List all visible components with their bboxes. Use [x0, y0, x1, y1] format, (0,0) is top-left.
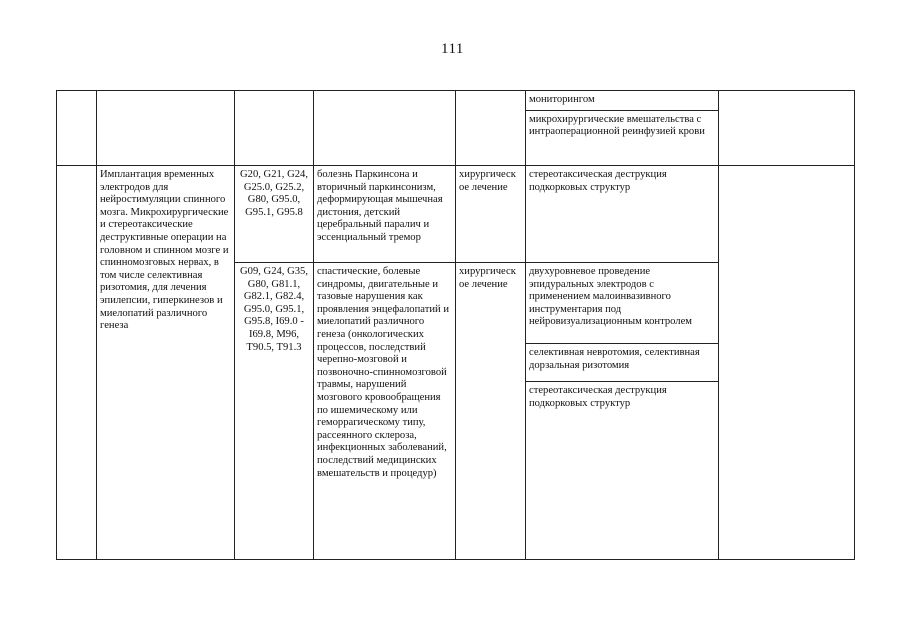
row-number-cell [57, 166, 97, 560]
section-title-cell: Имплантация временных электродов для нейростимуляции спинного мозга. Микрохирургические и стереотаксические деструктивные операции на головном и спинном мозге и спинномозговых нервах, в том числе селективная ризотомия, для лечения эпилепсии, гиперкинезов и миелопатий различного генеза [97, 166, 235, 560]
treatment-cell [456, 91, 526, 166]
method-cell [526, 166, 719, 263]
icd-codes-cell: G09, G24, G35, G80, G81.1, G82.1, G82.4, G95.0, G95.1, G95.8, I69.0 - I69.8, M96, T90.5, T91.3 [235, 263, 314, 560]
method-item: микрохирургические вмешательства с интраоперационной реинфузией крови [529, 113, 705, 138]
method-item: селективная невротомия, селективная дорзальная ризотомия [526, 344, 718, 382]
medical-care-table [56, 90, 855, 560]
method-item: стереотаксическая деструкция подкорковых структур [529, 169, 667, 193]
row-number-cell [57, 91, 97, 166]
name-cell [97, 91, 235, 166]
page-number: 111 [441, 41, 464, 57]
table-row [57, 166, 855, 263]
continuation-row [57, 91, 855, 166]
norm-cell [719, 91, 855, 166]
method-item: двухуровневое проведение эпидуральных электродов с применением малоинвазивного инструментария под нейровизуализационным контролем [526, 263, 718, 344]
diagnosis-cell: болезнь Паркинсона и вторичный паркинсонизм, деформирующая мышечная дистония, детский церебральный паралич и эссенциальный тремор [314, 166, 456, 263]
method-cell [526, 91, 719, 166]
diagnosis-cell [314, 91, 456, 166]
diagnosis-cell: спастические, болевые синдромы, двигательные и тазовые нарушения как проявления энцефалопатий и миелопатий различного генеза (онкологических процессов, последствий черепно-мозговой и позвоночно-спинномозговой травмы, нарушений мозгового кровообращения по ишемическому или геморрагическому типу, рассеянного склероза, инфекционных заболеваний, последствий медицинских вмешательств и процедур) [314, 263, 456, 560]
icd-codes-cell: G20, G21, G24, G25.0, G25.2, G80, G95.0, G95.1, G95.8 [235, 166, 314, 263]
codes-cell [235, 91, 314, 166]
norm-cell [719, 166, 855, 560]
method-item: стереотаксическая деструкция подкорковых структур [529, 385, 667, 409]
method-item: мониторингом [526, 91, 718, 111]
method-cell [526, 263, 719, 560]
treatment-type-cell: хирургическ ое лечение [456, 166, 526, 263]
treatment-type-cell: хирургическ ое лечение [456, 263, 526, 560]
